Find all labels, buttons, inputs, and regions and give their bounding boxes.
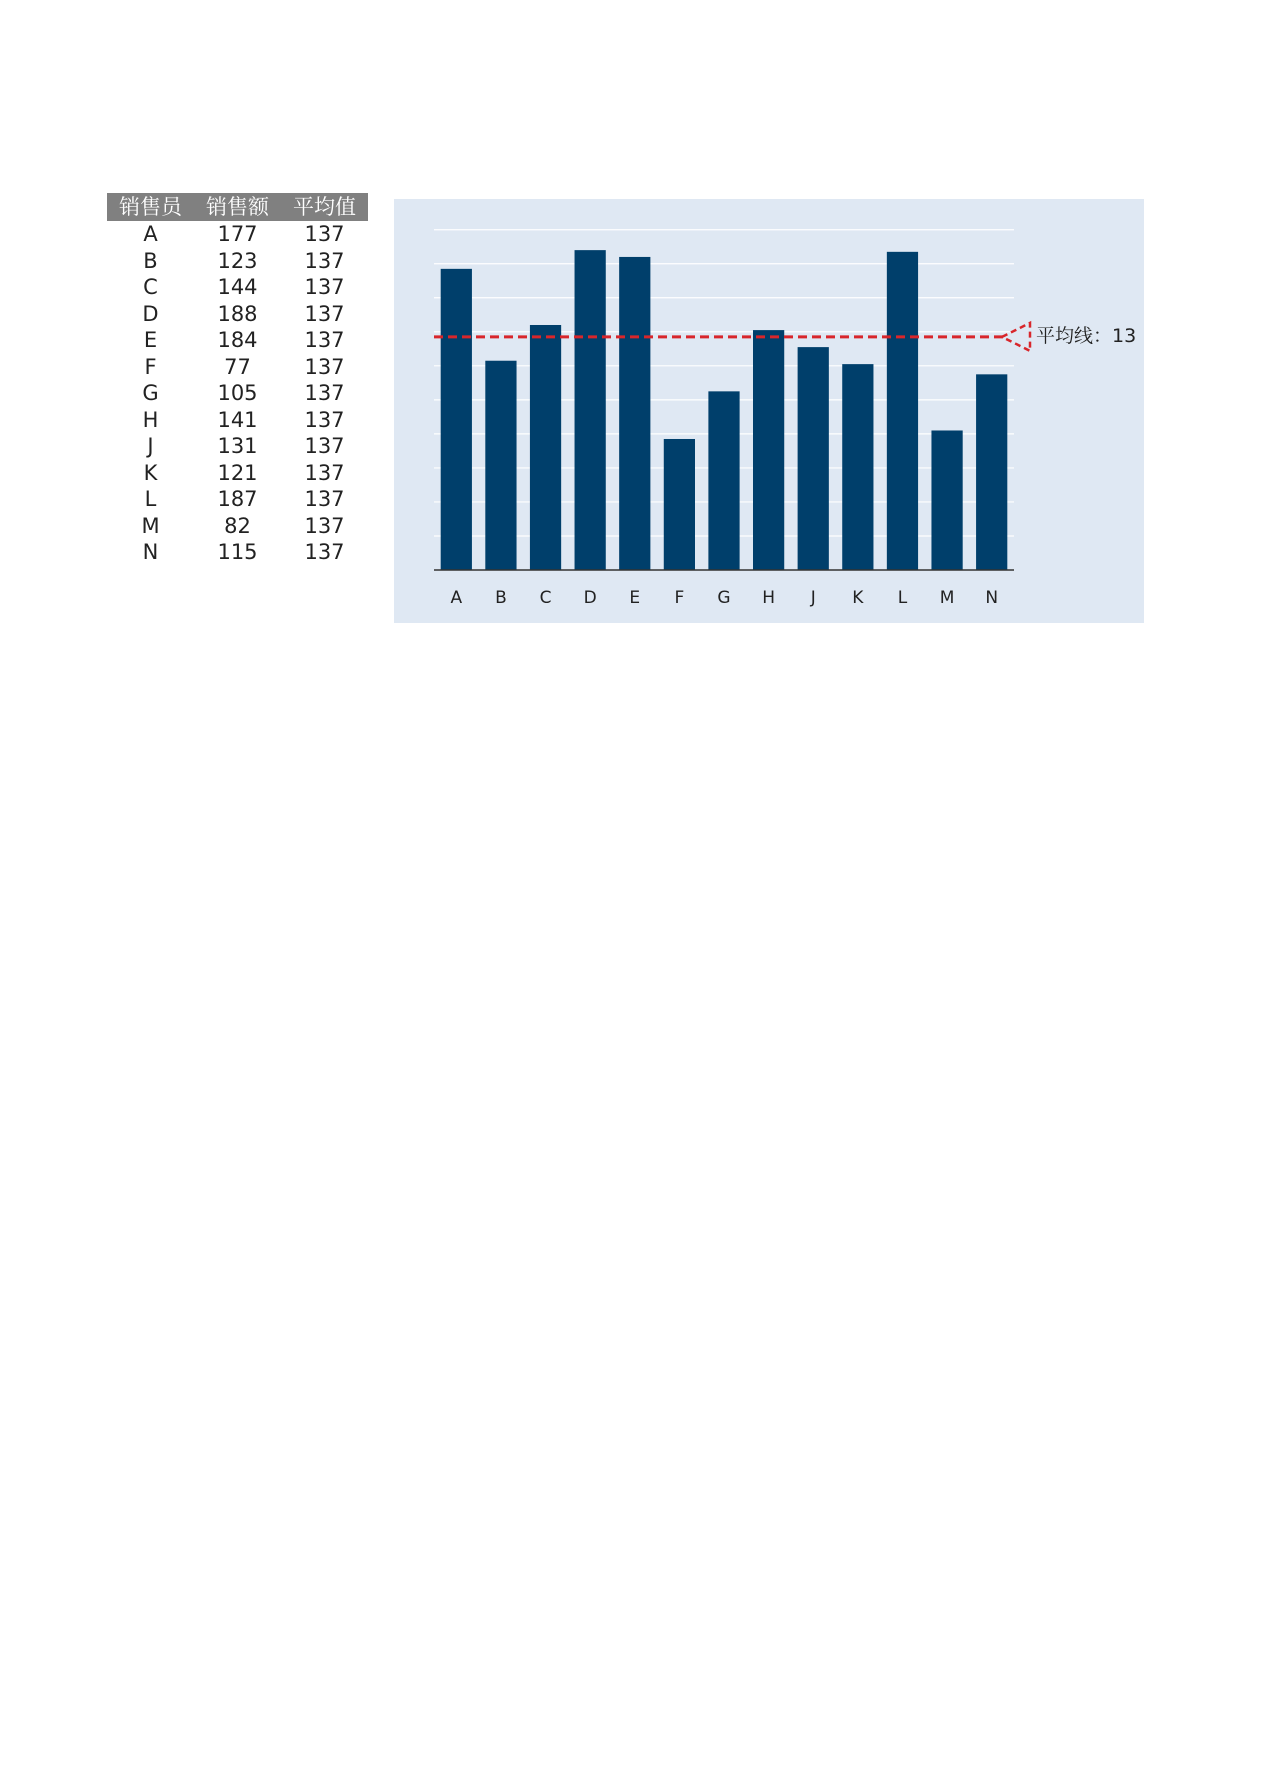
x-tick-label: N	[985, 588, 999, 608]
cell-sales-amount: 144	[217, 275, 258, 299]
table-row	[107, 221, 368, 248]
table-row	[107, 433, 368, 460]
header-average: 平均值	[293, 195, 356, 219]
table-row	[107, 354, 368, 381]
cell-average: 137	[304, 248, 345, 273]
cell-salesperson: B	[143, 248, 158, 273]
bar-chart	[394, 199, 1144, 623]
bar-H	[753, 330, 784, 570]
bar-E	[619, 257, 650, 570]
cell-average: 137	[304, 513, 345, 538]
cell-salesperson: H	[142, 407, 159, 432]
x-tick-label: A	[450, 588, 463, 608]
cell-sales-amount: 115	[217, 540, 258, 564]
table-row	[107, 327, 368, 354]
x-tick-label: D	[583, 588, 597, 608]
cell-salesperson: G	[142, 381, 159, 405]
chart-panel	[394, 199, 1144, 623]
bar-F	[664, 439, 695, 570]
cell-salesperson: A	[143, 222, 158, 246]
table-row	[107, 513, 368, 540]
table-row	[107, 407, 368, 434]
cell-salesperson: F	[144, 354, 157, 379]
cell-salesperson: E	[143, 328, 158, 352]
bar-B	[485, 361, 516, 570]
cell-sales-amount: 121	[217, 460, 258, 485]
bar-M	[931, 430, 962, 570]
bar-L	[887, 252, 918, 570]
cell-average: 137	[304, 407, 345, 432]
bar-K	[842, 364, 873, 570]
cell-average: 137	[304, 434, 345, 458]
cell-sales-amount: 188	[217, 301, 258, 326]
cell-sales-amount: 105	[217, 381, 258, 405]
cell-average: 137	[304, 328, 345, 352]
cell-average: 137	[304, 275, 345, 299]
cell-sales-amount: 77	[224, 354, 251, 379]
average-label-prefix: 平均线：	[1036, 325, 1113, 347]
x-tick-label: J	[810, 588, 816, 608]
cell-sales-amount: 184	[217, 328, 258, 352]
cell-salesperson: K	[143, 460, 158, 485]
cell-salesperson: L	[144, 487, 157, 511]
cell-sales-amount: 82	[224, 513, 251, 538]
table-header	[107, 193, 368, 221]
cell-sales-amount: 187	[217, 487, 258, 511]
cell-average: 137	[304, 540, 345, 564]
header-sales-amount: 销售额	[206, 195, 269, 219]
cell-average: 137	[304, 354, 345, 379]
cell-sales-amount: 123	[217, 248, 258, 273]
table-row	[107, 301, 368, 328]
x-tick-label: K	[852, 588, 864, 608]
bar-J	[798, 347, 829, 570]
cell-average: 137	[304, 301, 345, 326]
header-salesperson: 销售员	[119, 195, 182, 219]
table-row	[107, 274, 368, 301]
table-body	[107, 221, 368, 566]
cell-salesperson: J	[147, 434, 154, 458]
bar-N	[976, 374, 1007, 570]
cell-sales-amount: 131	[217, 434, 258, 458]
x-tick-label: E	[629, 588, 641, 608]
x-tick-label: F	[674, 588, 685, 608]
table-row	[107, 539, 368, 566]
x-tick-label: C	[539, 588, 552, 608]
data-table	[107, 193, 368, 566]
average-line-label	[1036, 321, 1144, 348]
table-row	[107, 380, 368, 407]
average-label-value: 13	[1112, 325, 1137, 347]
average-line-marker	[1002, 323, 1030, 351]
table-row	[107, 460, 368, 487]
x-tick-label: B	[495, 588, 507, 608]
cell-salesperson: D	[142, 301, 159, 326]
bar-A	[441, 269, 472, 570]
cell-average: 137	[304, 460, 345, 485]
cell-average: 137	[304, 487, 345, 511]
bar-D	[575, 250, 606, 570]
bar-G	[708, 391, 739, 570]
x-tick-label: L	[897, 588, 908, 608]
x-tick-label: G	[717, 588, 731, 608]
bar-C	[530, 325, 561, 570]
cell-salesperson: N	[142, 540, 159, 564]
cell-sales-amount: 141	[217, 407, 258, 432]
table-row	[107, 486, 368, 513]
x-tick-label: H	[762, 588, 776, 608]
x-tick-label: M	[939, 588, 955, 608]
cell-average: 137	[304, 381, 345, 405]
cell-salesperson: C	[143, 275, 158, 299]
table-row	[107, 248, 368, 275]
cell-average: 137	[304, 222, 345, 246]
cell-sales-amount: 177	[217, 222, 258, 246]
cell-salesperson: M	[141, 513, 160, 538]
